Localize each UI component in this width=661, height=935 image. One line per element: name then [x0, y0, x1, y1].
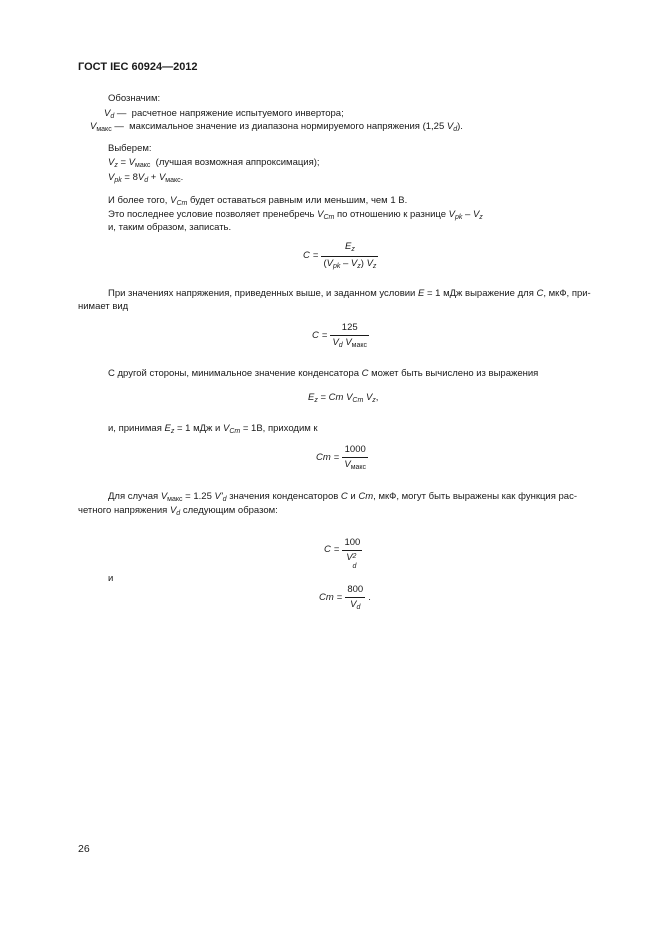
equation-1: C = $\frac{E_z}{(V_{pk} - V_z) V_z}$ [303, 241, 377, 270]
equation-3: $E_z = Cm$ $V_{Cm}$ $V_z$, [308, 392, 379, 404]
para-2-line-2: нимает вид [78, 301, 129, 312]
para-1-line-3: и, таким образом, записать. [108, 222, 232, 233]
para-2-line-1: При значениях напряжения, приведенных выше, и заданном условии E = 1 мДж выражение для C, мкФ, при- [108, 288, 591, 299]
para-5-line-2: четного напряжения $V_d$ следующим образом: [78, 505, 278, 517]
equation-4-fraction: $\frac{1000}{V_{макс}}$ [344, 444, 367, 471]
equation-1-fraction: $\frac{E_z}{(V_{pk} - V_z) V_z}$ [323, 241, 377, 270]
and-word: и [108, 573, 114, 584]
para-1-line-2: Это последнее условие позволяет пренебречь $V_{Cm}$ по отношению к разнице $V_{pk} - V_z$ [108, 209, 483, 221]
para-5-line-1: Для случая $V_{макс} = 1.25$ $V'_d$ значения конденсаторов C и Cm, мкФ, могут быть выражены как функция рас- [108, 491, 577, 503]
page-number: 26 [78, 843, 90, 855]
choice-line-2: $V_{pk} = 8V_d + V_{макс}$. [108, 172, 184, 184]
para-4: и, принимая $E_z = 1$ мДж и $V_{Cm} = 1В$, приходим к [108, 423, 318, 435]
para-1-line-1: И более того, $V_{Cm}$ будет оставаться равным или меньшим, чем 1 В. [108, 195, 408, 207]
definition-vd: $V_d$ — расчетное напряжение испытуемого инвертора; [104, 108, 344, 120]
equation-5-fraction: 100 V 2 d [344, 537, 361, 570]
choice-line-1: $V_z = V_{макс}$ (лучшая возможная аппроксимация); [108, 157, 320, 169]
definition-vmax: $V_{макс}$ — максимальное значение из диапазона нормируемого напряжения (1,25 $V_d$). [90, 121, 463, 133]
equation-2: C = $\frac{125}{V_d V_{макс}}$ [312, 322, 368, 349]
choice-label: Выберем: [108, 143, 152, 154]
equation-6-fraction: $\frac{800}{V_d}$ [347, 584, 364, 611]
document-header: ГОСТ IEC 60924—2012 [78, 61, 198, 73]
equation-4: Cm = $\frac{1000}{V_{макс}}$ [316, 444, 367, 471]
equation-6: Cm = $\frac{800}{V_d}$ . [319, 584, 371, 611]
equation-2-fraction: $\frac{125}{V_d V_{макс}}$ [332, 322, 368, 349]
para-3: С другой стороны, минимальное значение конденсатора C может быть вычислено из выражения [108, 368, 539, 379]
notation-label: Обозначим: [108, 93, 161, 104]
equation-5: C = 100 V 2 d [324, 537, 361, 570]
